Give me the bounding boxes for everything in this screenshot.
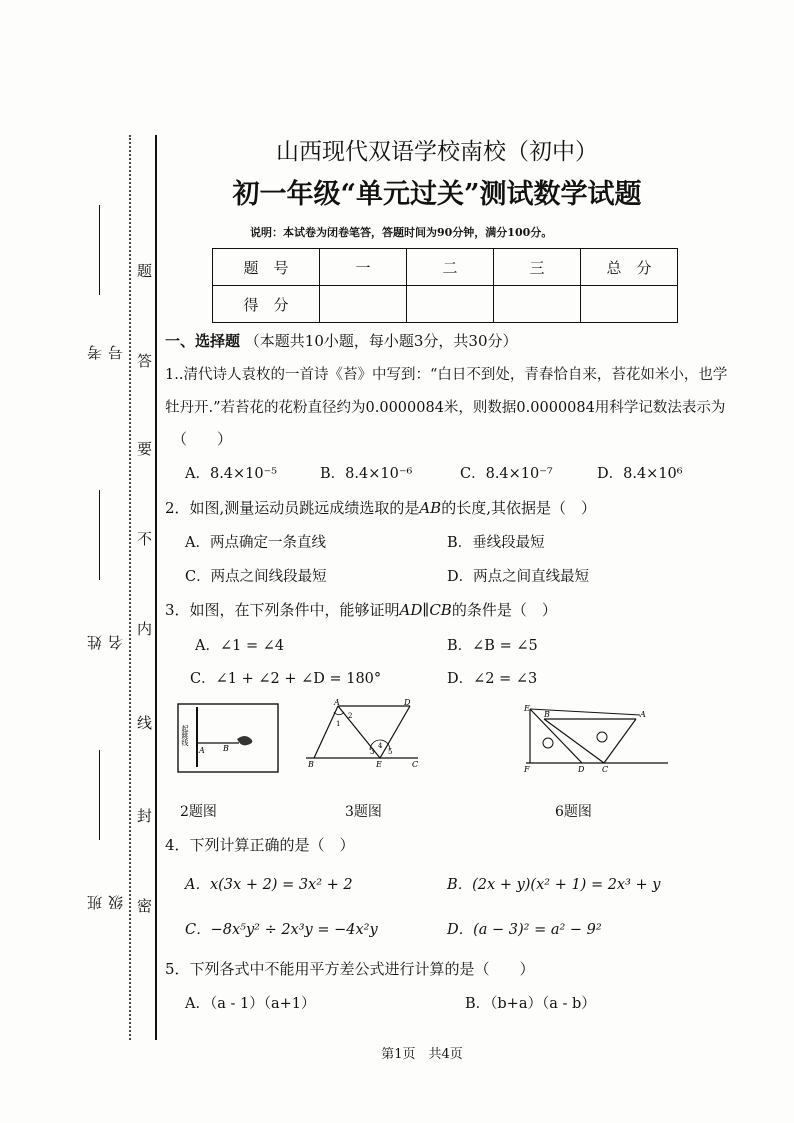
section1-heading: 一、选择题 (165, 332, 241, 350)
q1-option-c: C．8.4×10⁻⁷ (460, 466, 553, 482)
seal-char: 题 (137, 262, 153, 280)
fig6-label-a: A (640, 710, 646, 719)
score-table-header-row (213, 249, 678, 286)
q1-line1: 1..清代诗人袁枚的一首诗《苔》中写到：“白日不到处，青春恰自来，苔花如米小，也学 (165, 367, 728, 383)
q2-stem-ab: AB (419, 499, 442, 517)
q2-stem (165, 497, 596, 518)
q3-stem-a: 3．如图，在下列条件中，能够证明 (165, 601, 400, 619)
q4-option-d: D．(a − 3)² = a² − 9² (447, 922, 602, 938)
score-table-score-row (213, 286, 678, 323)
fig3-label-c: C (412, 760, 419, 769)
seal-dotted-line (129, 135, 131, 1040)
score-header-cell: 一 (320, 249, 407, 286)
q4-option-a: A．x(3x + 2) = 3x² + 2 (185, 877, 353, 893)
q5-option-b: B．（b+a）（a - b） (465, 996, 596, 1012)
q2-stem-b: 的长度,其依据是（ ） (441, 499, 596, 517)
fig3-angle-5: 5 (388, 748, 393, 756)
fig6-label-b: B (544, 710, 550, 719)
fig6-label-c: C (602, 765, 609, 774)
fig3-label-e: E (376, 760, 382, 769)
fig6-label-f: F (524, 765, 530, 774)
fig6-triangles (520, 703, 670, 775)
q5-stem: 5．下列各式中不能用平方差公式进行计算的是（ ） (165, 960, 535, 978)
score-header-cell: 总 分 (581, 249, 678, 286)
school-name: 山西现代双语学校南校（初中） (276, 139, 598, 165)
q3-option-c: C．∠1 + ∠2 + ∠D = 180° (190, 671, 382, 687)
name-line (99, 490, 100, 580)
fig2-long-jump (177, 703, 279, 773)
fig6-label-e: E (524, 704, 530, 713)
q1-option-a: A．8.4×10⁻⁵ (185, 466, 278, 482)
q1-line2: 牡丹开.”若苔花的花粉直径约为0.0000084米，则数据0.0000084用科学记数法表示为 (165, 400, 726, 416)
fig3-angle-3: 3 (370, 748, 375, 756)
q3-stem-math: AD∥CB (399, 601, 452, 619)
binding-line (155, 135, 157, 1040)
q3-stem-b: 的条件是（ ） (451, 601, 557, 619)
fig3-angle-1: 1 (336, 720, 341, 728)
q1-option-d: D．8.4×10⁶ (597, 466, 683, 482)
exam-no-line (99, 205, 100, 295)
fig2-point-a: A (199, 746, 205, 755)
score-cell (494, 286, 581, 323)
score-cell (407, 286, 494, 323)
fig3-label-b: B (308, 760, 314, 769)
score-header-cell: 二 (407, 249, 494, 286)
q3-option-a: A．∠1 = ∠4 (195, 638, 285, 654)
fig2-point-b: B (223, 744, 229, 753)
exam-note: 说明：本试卷为闭卷笔答，答题时间为90分钟，满分100分。 (250, 226, 553, 239)
score-header-cell: 三 (494, 249, 581, 286)
seal-char: 内 (137, 620, 153, 638)
q2-option-c: C．两点之间线段最短 (185, 569, 327, 585)
fig3-label-a: A (334, 698, 340, 707)
fig3-caption: 3题图 (345, 804, 382, 820)
q2-option-d: D．两点之间直线最短 (447, 569, 590, 585)
fig2-caption: 2题图 (180, 804, 217, 820)
page-footer: 第1页 共4页 (381, 1047, 463, 1062)
score-cell (581, 286, 678, 323)
fig3-parallelogram (300, 698, 425, 770)
q2-stem-a: 2．如图,测量运动员跳远成绩选取的是 (165, 499, 420, 517)
name-label: 姓名 (86, 617, 125, 650)
q1-option-b: B．8.4×10⁻⁶ (320, 466, 413, 482)
fig6-label-d: D (578, 765, 585, 774)
q4-option-c: C．−8x⁵y² ÷ 2x³y = −4x²y (185, 922, 378, 938)
section1-heading-note: （本题共10小题，每小题3分，共30分） (244, 332, 518, 350)
q1-line3: （ ） (172, 430, 233, 448)
seal-char: 密 (137, 897, 153, 915)
fig6-caption: 6题图 (555, 804, 592, 820)
class-line (99, 750, 100, 840)
seal-char: 不 (137, 530, 153, 548)
fig3-angle-2: 2 (348, 712, 353, 720)
q3-option-d: D．∠2 = ∠3 (447, 671, 538, 687)
seal-char: 封 (137, 807, 153, 825)
score-row-label: 得 分 (213, 286, 320, 323)
fig3-label-d: D (404, 698, 411, 707)
q4-stem: 4．下列计算正确的是（ ） (165, 836, 355, 854)
score-cell (320, 286, 407, 323)
seal-char: 线 (137, 714, 153, 732)
exam-title: 初一年级“单元过关”测试数学试题 (232, 179, 642, 210)
seal-char: 要 (137, 440, 153, 458)
score-header-cell: 题 号 (213, 249, 320, 286)
q3-option-b: B．∠B = ∠5 (447, 638, 538, 654)
q2-option-b: B．垂线段最短 (447, 535, 545, 551)
score-table (212, 248, 678, 323)
section1-heading-line (165, 330, 518, 351)
fig2-start-label: 起跳线 (181, 725, 189, 746)
q3-stem (165, 599, 557, 620)
q5-option-a: A．（a - 1）（a+1） (185, 996, 316, 1012)
exam-no-label: 考号 (86, 327, 125, 360)
q2-option-a: A．两点确定一条直线 (185, 535, 326, 551)
class-label: 班级 (86, 877, 125, 910)
seal-char: 答 (137, 352, 153, 370)
q4-option-b: B．(2x + y)(x² + 1) = 2x³ + y (447, 877, 661, 893)
fig3-angle-4: 4 (378, 742, 383, 750)
